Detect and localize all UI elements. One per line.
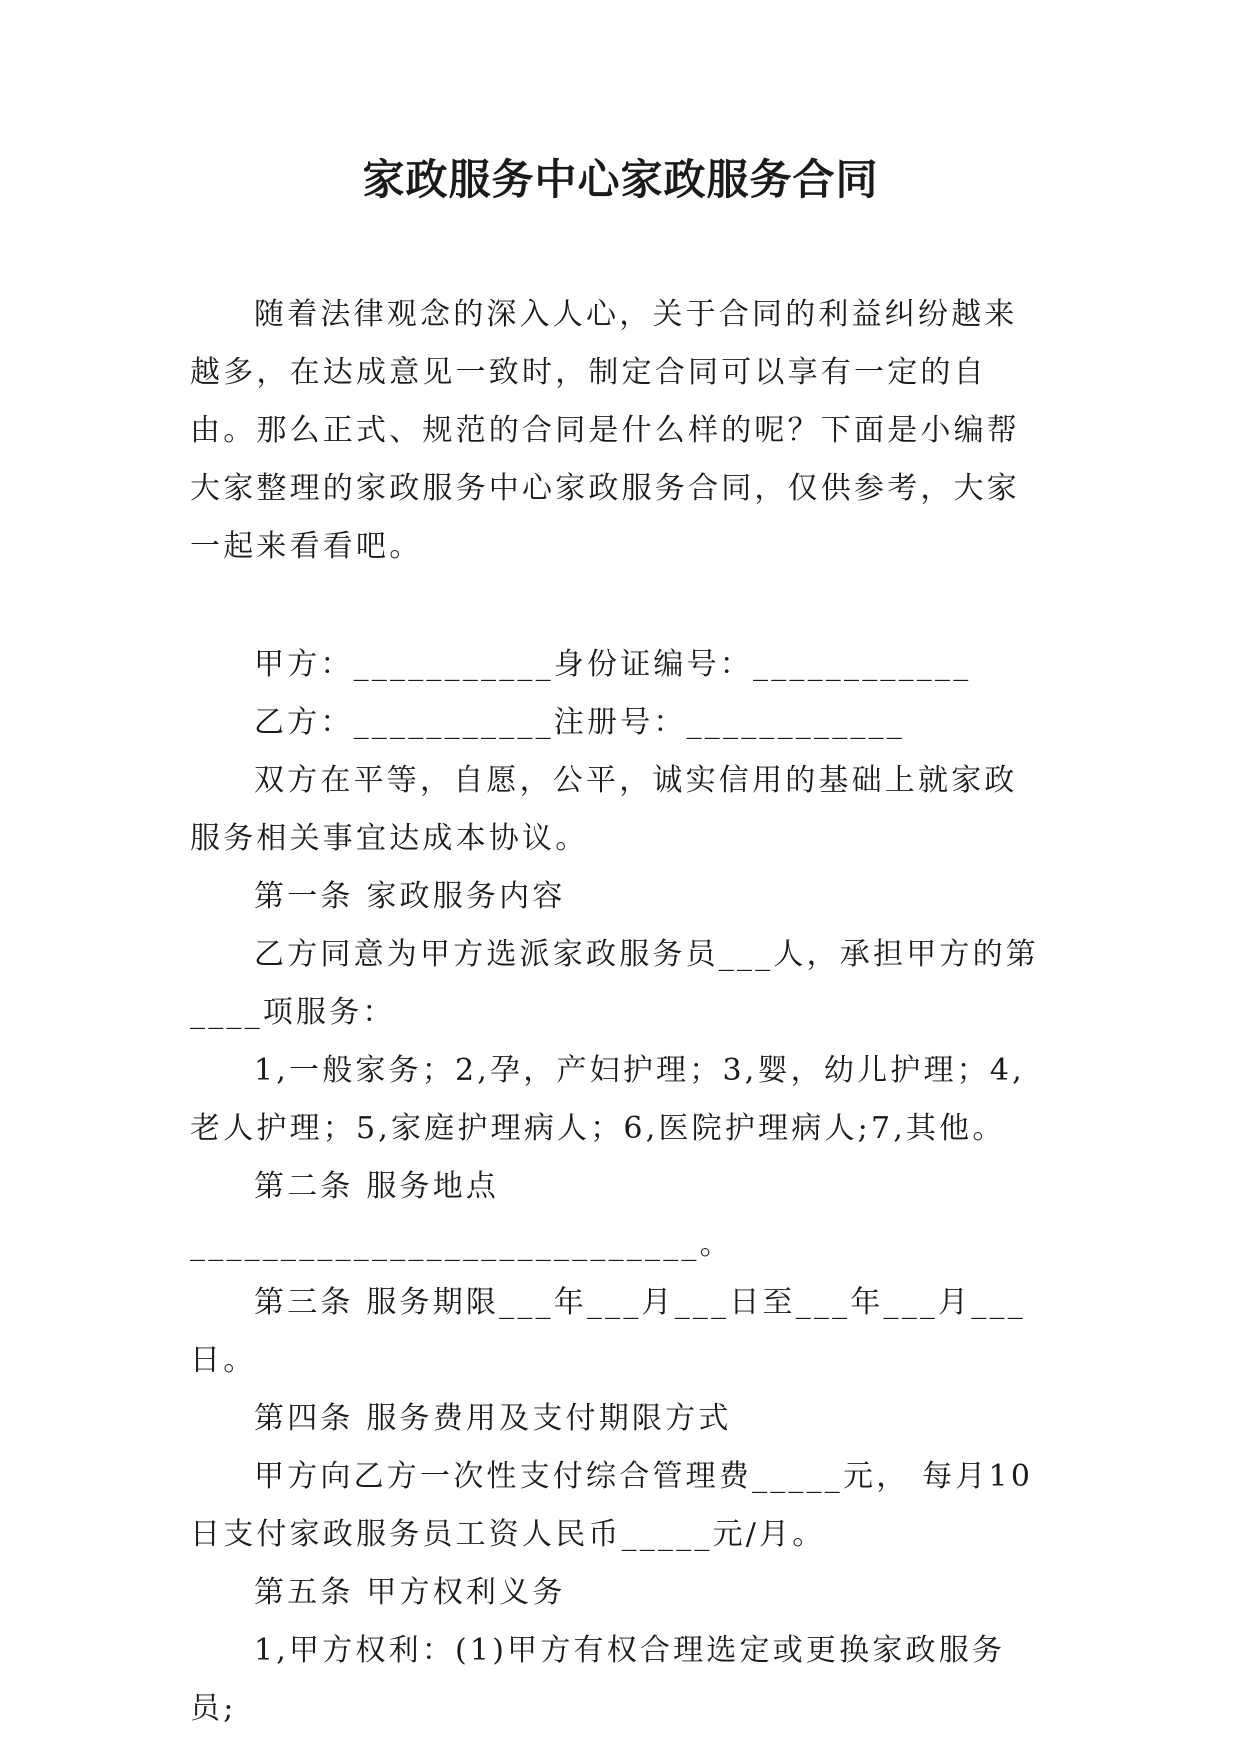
article-4-title: 第四条 服务费用及支付期限方式 [254,1401,732,1436]
contract-body [190,636,1050,1738]
document-title: 家政服务中心家政服务合同 [362,155,879,204]
article-2-line: 第二条 服务地点 ____________________________。 [190,1169,733,1262]
basis-paragraph: 双方在平等，自愿，公平，诚实信用的基础上就家政服务相关事宜达成本协议。 [190,763,1018,856]
party-b-line: 乙方：___________注册号：____________ [254,705,905,740]
article-1-items: 1,一般家务；2,孕，产妇护理；3,婴，幼儿护理；4,老人护理；5,家庭护理病人；6,医院护理病人;7,其他。 [190,1053,1025,1146]
article-4-text: 甲方向乙方一次性支付综合管理费_____元， 每月10日支付家政服务员工资人民币_____元/月。 [190,1459,1034,1552]
party-a-line: 甲方：___________身份证编号：____________ [254,647,972,682]
article-5-item-1: 1,甲方权利：(1)甲方有权合理选定或更换家政服务员; [190,1633,1006,1726]
article-1-title: 第一条 家政服务内容 [254,879,566,914]
article-3-line: 第三条 服务期限___年___月___日至___年___月___日。 [190,1285,1026,1378]
intro-paragraph: 随着法律观念的深入人心，关于合同的利益纠纷越来越多，在达成意见一致时，制定合同可以享有一定的自由。那么正式、规范的合同是什么样的呢？下面是小编帮大家整理的家政服务中心家政服务合同，仅供参考，大家一起来看看吧。 [190,297,1020,564]
article-5-title: 第五条 甲方权利义务 [254,1575,566,1610]
article-1-text: 乙方同意为甲方选派家政服务员___人，承担甲方的第____项服务： [190,937,1039,1030]
